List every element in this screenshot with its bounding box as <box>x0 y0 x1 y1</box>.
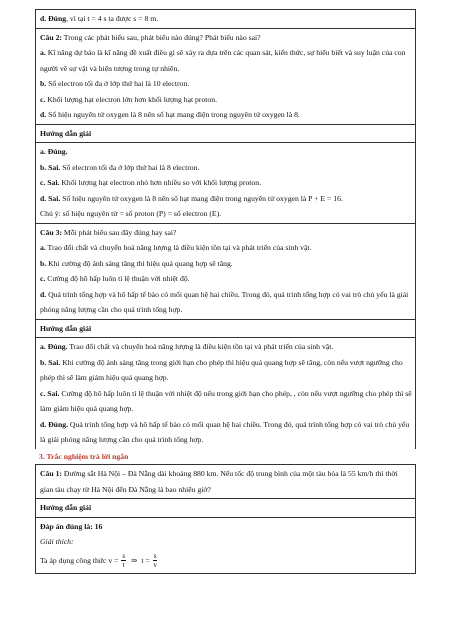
solution-1 <box>36 518 415 573</box>
sol3-d-text: Quá trình tổng hợp và hô hấp tế bào có mối quan hệ hai chiều. Trong đó, quá trình tổng hợp có vai trò chủ yếu là giải phóng năng lượng cần cho quá trình tổng hợp. <box>40 419 410 444</box>
q2-b-text: Số electron tối đa ở lớp thứ hai là 10 electron. <box>46 79 190 88</box>
question-1 <box>36 465 415 499</box>
sol2-d-text: Số hiệu nguyên tử oxygen là 8 nên số hạt mang điện trong nguyên tử oxygen là P + E = 16. <box>60 193 343 203</box>
prev-answer-row <box>36 10 415 29</box>
q3-c-text: Cường độ hô hấp luôn tỉ lệ thuận với nhiệt độ. <box>45 274 190 283</box>
formula-t: t = <box>141 555 150 565</box>
document-page <box>35 9 416 574</box>
sol3-d-label: d. Đúng. <box>40 419 68 429</box>
q2-label: Câu 2: <box>40 32 62 42</box>
sol3-heading-text: Hướng dẫn giải <box>40 323 92 333</box>
q2-c-label: c. <box>40 94 46 104</box>
formula-v: v = <box>108 555 119 565</box>
q3-question: Mỗi phát biểu sau đây đúng hay sai? <box>62 227 177 237</box>
prev-answer-text: , vì tại t = 4 s ta được s = 8 m. <box>66 14 159 23</box>
formula-intro: Ta áp dụng công thức <box>40 555 107 565</box>
sol1-answer: Đáp án đúng là: 16 <box>40 521 103 531</box>
q3-a-label: a. <box>40 243 46 252</box>
sol2-d-label: d. Sai. <box>40 193 61 203</box>
velocity-formula <box>108 550 158 572</box>
frac1-num: s <box>122 552 126 561</box>
q1-question: Đường sắt Hà Nội – Đà Nẵng dài khoảng 880 km. Nếu tốc độ trung bình của một tàu hỏa là 55 km/h thì thời gian tàu chạy từ Hà Nội đến Đà Nẵng là bao nhiêu giờ? <box>40 469 398 494</box>
sol2-b-text: Số electron tối đa ở lớp thứ hai là 8 electron. <box>60 162 200 172</box>
solution-2-heading <box>36 125 415 144</box>
sol3-c-text: Cường độ hô hấp luôn tỉ lệ thuận với nhiệt độ nếu trong giới hạn cho phép, , còn nếu vượt ngưỡng cho phép thì sẽ làm giảm hiệu quả quang hợp. <box>40 388 412 413</box>
sol2-a: a. Đúng. <box>40 147 68 156</box>
section-heading: 3. Trắc nghiệm trả lời ngắn <box>39 451 129 461</box>
implies-arrow-icon: ⇒ <box>131 555 138 565</box>
sol1-explain: Giải thích: <box>40 537 74 546</box>
sol3-b-text: Khi cường độ ánh sáng tăng trong giới hạn cho phép thì hiệu quả quang hợp sẽ tăng, còn nếu vượt ngưỡng cho phép thì sẽ làm giảm hiệu quả quang hợp. <box>40 357 403 382</box>
fraction-s-over-t <box>121 552 126 569</box>
q3-d-label: d. <box>40 289 47 299</box>
sol1-heading-text: Hướng dẫn giải <box>40 503 92 512</box>
q2-b-label: b. <box>40 79 47 88</box>
sol3-c-label: c. Sai. <box>40 388 60 398</box>
sol2-note: Chú ý: số hiệu nguyên tử = số proton (P) = số electron (E). <box>40 209 222 218</box>
q3-d-text: Quá trình tổng hợp và hô hấp tế bào có mối quan hệ hai chiều. Trong đó, quá trình tổng hợp có vai trò chủ yếu là giải phóng năng lượng cần cho quá trình tổng hợp. <box>40 289 409 314</box>
frac1-den: t <box>122 561 125 570</box>
q3-c-label: c. <box>40 274 46 283</box>
q3-label: Câu 3: <box>40 227 62 237</box>
solution-1-heading <box>36 499 415 518</box>
q2-d-text: Số hiệu nguyên tử oxygen là 8 nên số hạt mang điện trong nguyên tử oxygen là 8. <box>46 110 300 119</box>
sol2-c-label: c. Sai. <box>40 178 60 187</box>
fraction-s-over-v <box>153 552 158 569</box>
q3-b-text: Khi cường độ ánh sáng tăng thì hiệu quả quang hợp sẽ tăng. <box>46 258 233 268</box>
sol3-a-label: a. Đúng. <box>40 342 68 351</box>
q2-a-label: a. <box>40 48 46 57</box>
sol2-b-label: b. Sai. <box>40 162 61 172</box>
q3-b-label: b. <box>40 258 47 268</box>
sol2-heading-text: Hướng dẫn giải <box>40 128 92 138</box>
frac2-den: v <box>153 561 157 570</box>
q2-box <box>35 9 416 449</box>
q2-question: Trong các phát biểu sau, phát biểu nào đúng? Phát biểu nào sai? <box>62 32 261 42</box>
question-2 <box>36 29 415 125</box>
solution-2 <box>36 143 415 224</box>
solution-3-heading <box>36 320 415 339</box>
question-3 <box>36 224 415 320</box>
prev-answer-prefix: d. Đúng <box>40 14 67 23</box>
sol3-a-text: Trao đổi chất và chuyển hoá năng lượng là điều kiện tồn tại và phát triển của sinh vật. <box>67 342 334 351</box>
q2-d-label: d. <box>40 110 47 119</box>
solution-3 <box>36 338 415 449</box>
q1-box <box>35 464 416 574</box>
q2-c-text: Khối lượng hạt electron lớn hơn khối lượng hạt proton. <box>45 94 218 104</box>
frac2-num: s <box>153 552 157 561</box>
sol2-c-text: Khối lượng hạt electron nhỏ hơn nhiều so với khối lượng proton. <box>59 178 262 187</box>
sol3-b-label: b. Sai. <box>40 357 61 367</box>
q3-a-text: Trao đổi chất và chuyển hoá năng lượng là điều kiện tồn tại và phát triển của sinh vật. <box>45 243 312 252</box>
q1-label: Câu 1: <box>40 469 62 478</box>
q2-a-text: Kĩ năng dự báo là kĩ năng đề xuất điều gì sẽ xảy ra dựa trên các quan sát, kiến thức, sự hiểu biết và suy luận của con người về sự vật và hiện tượng trong tự nhiên. <box>40 48 406 73</box>
